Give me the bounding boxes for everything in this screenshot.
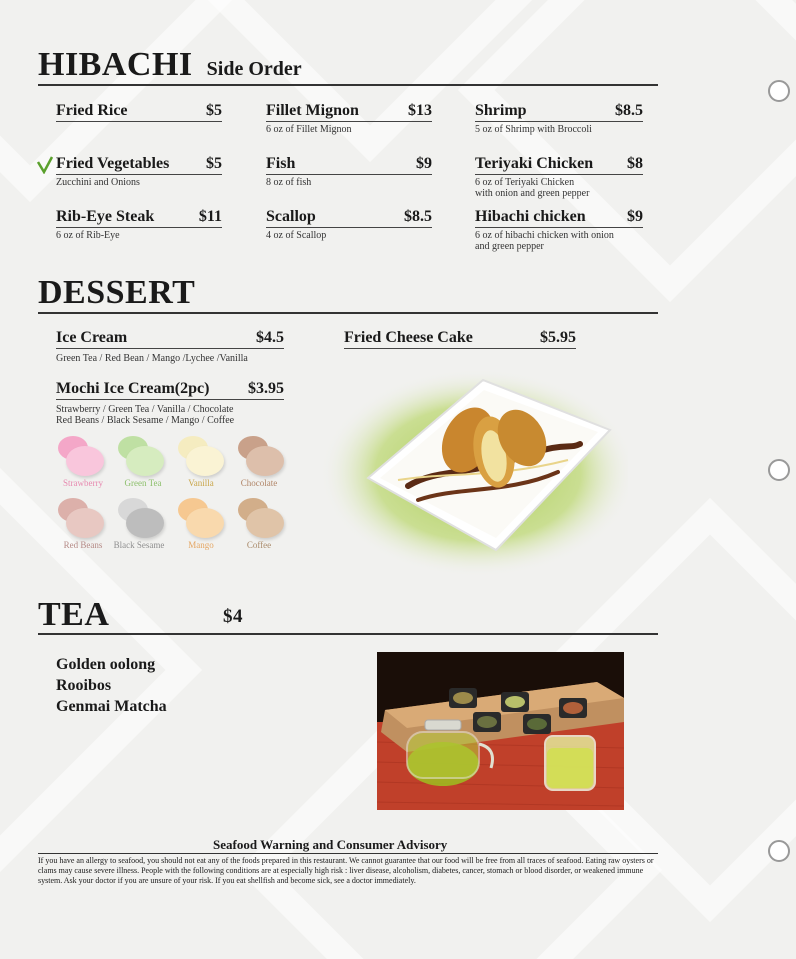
item-name: Hibachi chicken (475, 208, 586, 225)
item-name: Mochi Ice Cream(2pc) (56, 380, 210, 397)
tea-item: Genmai Matcha (56, 698, 167, 715)
binder-hole-bottom (768, 840, 790, 862)
item-price: $13 (408, 102, 432, 119)
menu-item-teriyaki-chicken (475, 155, 643, 199)
item-price: $4.5 (256, 329, 284, 346)
hibachi-title: HIBACHI (38, 46, 193, 83)
item-price: $11 (198, 208, 222, 225)
menu-item-fried-rice (56, 102, 222, 122)
binder-hole-top (768, 80, 790, 102)
warning-text: If you have an allergy to seafood, you should not eat any of the foods prepared in this restaurant. We cannot guarantee that our food will be free from all traces of seafood. Eating raw oysters or clams may cause severe illness. People with the following conditions are at especially high risk : liver disease, alcoholism, diabetes, cancer, stomach or blood disorder, or weakened immune system. Ask your doctor if you are unsure of your risk. If you eat shellfish and become sick, see a doctor immediately. (38, 856, 654, 885)
item-price: $8.5 (404, 208, 432, 225)
menu-item-hibachi-chicken (475, 208, 643, 252)
menu-item-ice-cream (56, 329, 284, 364)
item-name: Fillet Mignon (266, 102, 359, 119)
warning-rule (38, 853, 658, 854)
menu-item-fish (266, 155, 432, 188)
menu-item-rib-eye-steak (56, 208, 222, 241)
tea-title: TEA (38, 596, 110, 633)
item-price: $5.95 (540, 329, 576, 346)
tea-item: Golden oolong (56, 656, 156, 673)
mochi-label: Vanilla (188, 478, 214, 488)
mochi-flavor-grid (52, 432, 292, 557)
item-desc: 6 oz of Rib-Eye (56, 230, 120, 241)
mochi-label: Strawberry (63, 478, 103, 488)
tea-photo (377, 652, 624, 810)
dessert-rule (38, 312, 658, 314)
hibachi-heading (38, 46, 302, 84)
mochi-label: Green Tea (124, 478, 162, 488)
item-desc: Strawberry / Green Tea / Vanilla / Chocolate Red Beans / Black Sesame / Mango / Coffee (56, 404, 235, 426)
item-desc: 5 oz of Shrimp with Broccoli (475, 124, 592, 135)
item-name: Scallop (266, 208, 316, 225)
mochi-label: Mango (188, 540, 214, 550)
leaf-check-icon (36, 156, 54, 174)
item-price: $5 (206, 102, 222, 119)
mochi-label: Coffee (246, 540, 272, 550)
item-name: Teriyaki Chicken (475, 155, 594, 172)
item-desc: 4 oz of Scallop (266, 230, 327, 241)
vegetarian-mark (36, 156, 54, 179)
item-desc: Green Tea / Red Bean / Mango /Lychee /Vanilla (56, 353, 248, 364)
item-price: $3.95 (248, 380, 284, 397)
item-price: $9 (416, 155, 432, 172)
tea-list (56, 654, 167, 717)
menu-item-fillet-mignon (266, 102, 432, 135)
item-price: $8 (627, 155, 643, 172)
fried-cheese-cake-image (318, 368, 628, 578)
binder-hole-middle (768, 459, 790, 481)
item-name: Rib-Eye Steak (56, 208, 155, 225)
item-desc: 6 oz of Fillet Mignon (266, 124, 352, 135)
mochi-label: Black Sesame (113, 540, 165, 550)
tea-item: Rooibos (56, 677, 112, 694)
item-name: Shrimp (475, 102, 527, 119)
item-price: $9 (627, 208, 643, 225)
item-name: Fried Cheese Cake (344, 329, 473, 346)
menu-item-fried-vegetables (56, 155, 222, 188)
menu-item-fried-cheese-cake (344, 329, 576, 349)
menu-item-mochi-ice-cream (56, 380, 284, 426)
item-desc: 6 oz of Teriyaki Chicken with onion and green pepper (475, 177, 590, 199)
mochi-label: Chocolate (240, 478, 278, 488)
item-price: $5 (206, 155, 222, 172)
dessert-title: DESSERT (38, 274, 196, 311)
item-desc: 6 oz of hibachi chicken with onion and green pepper (475, 230, 614, 252)
item-name: Fish (266, 155, 296, 172)
item-desc: 8 oz of fish (266, 177, 312, 188)
menu-item-scallop (266, 208, 432, 241)
mochi-label: Red Beans (63, 540, 103, 550)
item-name: Fried Vegetables (56, 155, 170, 172)
hibachi-subtitle: Side Order (206, 58, 302, 80)
menu-item-shrimp (475, 102, 643, 135)
item-desc: Zucchini and Onions (56, 177, 140, 188)
hibachi-rule (38, 84, 658, 86)
item-name: Ice Cream (56, 329, 128, 346)
tea-rule (38, 633, 658, 635)
tea-price: $4 (223, 606, 243, 627)
warning-title: Seafood Warning and Consumer Advisory (213, 837, 448, 852)
item-name: Fried Rice (56, 102, 128, 119)
item-price: $8.5 (615, 102, 643, 119)
